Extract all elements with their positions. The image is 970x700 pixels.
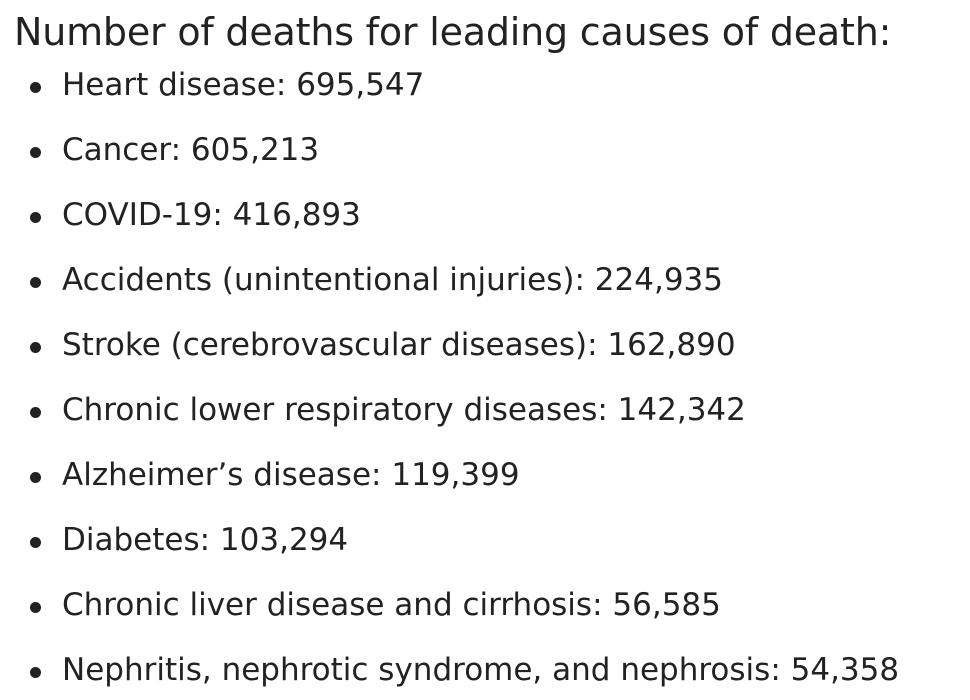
cause-value: 103,294 [219, 522, 349, 558]
cause-value: 605,213 [190, 132, 320, 168]
cause-label: Cancer [62, 132, 171, 168]
cause-label: Stroke (cerebrovascular diseases) [62, 327, 588, 363]
cause-label: Heart disease [62, 67, 276, 103]
cause-value: 56,585 [612, 587, 721, 623]
cause-label: Diabetes [62, 522, 200, 558]
page-title: Number of deaths for leading causes of death: [14, 10, 892, 54]
cause-label: Chronic liver disease and cirrhosis [62, 587, 593, 623]
cause-text: COVID-19: 416,893 [62, 197, 361, 233]
bullet-icon [30, 147, 41, 158]
bullet-icon [30, 277, 41, 288]
bullet-icon [30, 82, 41, 93]
cause-text: Diabetes: 103,294 [62, 522, 349, 558]
bullet-icon [30, 602, 41, 613]
cause-text: Chronic liver disease and cirrhosis: 56,585 [62, 587, 721, 623]
cause-text: Cancer: 605,213 [62, 132, 320, 168]
cause-text: Stroke (cerebrovascular diseases): 162,890 [62, 327, 736, 363]
cause-value: 142,342 [617, 392, 746, 428]
bullet-icon [30, 342, 41, 353]
cause-text: Nephritis, nephrotic syndrome, and nephrosis: 54,358 [62, 652, 900, 688]
cause-value: 416,893 [232, 197, 361, 233]
cause-value: 224,935 [594, 262, 723, 298]
cause-value: 54,358 [790, 652, 900, 688]
cause-label: COVID-19 [62, 197, 213, 233]
bullet-icon [30, 667, 41, 678]
bullet-icon [30, 472, 41, 483]
cause-label: Accidents (unintentional injuries) [62, 262, 575, 298]
cause-text: Chronic lower respiratory diseases: 142,342 [62, 392, 746, 428]
cause-value: 162,890 [607, 327, 736, 363]
cause-value: 119,399 [391, 457, 520, 493]
bullet-icon [30, 212, 41, 223]
cause-label: Chronic lower respiratory diseases [62, 392, 598, 428]
cause-label: Nephritis, nephrotic syndrome, and nephrosis [62, 652, 771, 688]
cause-text: Alzheimer’s disease: 119,399 [62, 457, 520, 493]
cause-text: Heart disease: 695,547 [62, 67, 425, 103]
cause-label: Alzheimer’s disease [62, 457, 372, 493]
bullet-icon [30, 537, 41, 548]
bullet-icon [30, 407, 41, 418]
cause-value: 695,547 [296, 67, 425, 103]
cause-text: Accidents (unintentional injuries): 224,935 [62, 262, 723, 298]
